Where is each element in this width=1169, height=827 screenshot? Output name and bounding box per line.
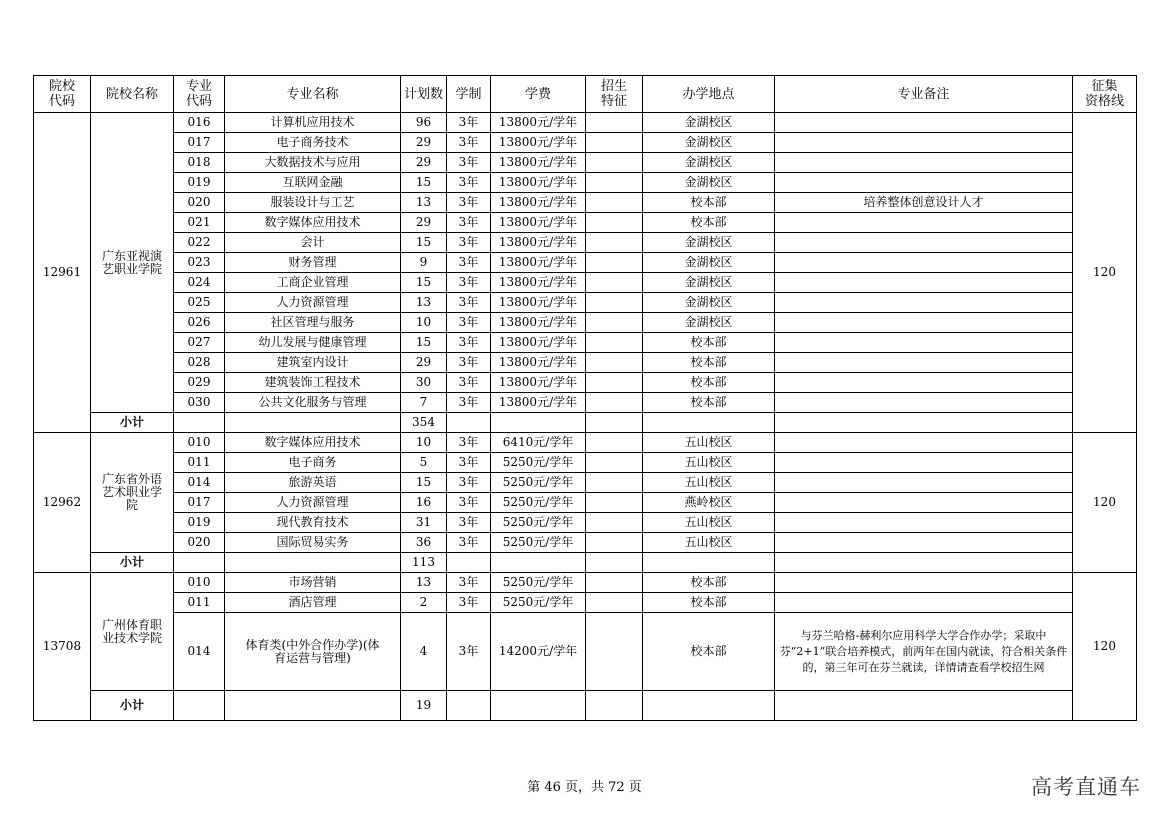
empty-cell [225,691,401,721]
major-code: 017 [174,493,225,513]
major-note [775,173,1073,193]
location: 五山校区 [643,473,775,493]
table-row [34,513,1137,533]
major-note [775,493,1073,513]
header-row [34,76,1137,113]
major-code: 016 [174,113,225,133]
header-text: 院校 [48,79,75,94]
tuition-header [491,76,586,113]
table-row [34,453,1137,473]
duration: 3年 [447,113,491,133]
enroll-feature [586,353,643,373]
header-text: 特征 [600,94,627,109]
major-name: 数字媒体应用技术 [225,433,401,453]
location: 校本部 [643,353,775,373]
subtotal-label: 小计 [91,691,174,721]
enroll-feature [586,213,643,233]
empty-cell [775,691,1073,721]
plan-count: 36 [401,533,447,553]
major-code: 017 [174,133,225,153]
header-text: 办学地点 [682,86,735,102]
header-text: 代码 [185,94,212,109]
duration-header [447,76,491,113]
duration: 3年 [447,373,491,393]
empty-cell [775,413,1073,433]
table-row [34,433,1137,453]
plan-count: 7 [401,393,447,413]
page-footer: 第 46 页，共 72 页 [527,780,642,795]
empty-cell [174,413,225,433]
major-note [775,153,1073,173]
major-code: 010 [174,573,225,593]
empty-cell [775,553,1073,573]
plan-count: 10 [401,313,447,333]
duration: 3年 [447,193,491,213]
location: 金湖校区 [643,153,775,173]
major-code: 011 [174,593,225,613]
header-text: 专业名称 [286,86,339,102]
major-code: 022 [174,233,225,253]
enroll-feature [586,173,643,193]
header-text: 学制 [455,86,482,102]
major-note [775,593,1073,613]
subtotal-row [34,691,1137,721]
school-name [91,573,174,691]
tuition: 13800元/学年 [491,193,586,213]
major-name: 服装设计与工艺 [225,193,401,213]
empty-cell [447,691,491,721]
location: 校本部 [643,593,775,613]
duration: 3年 [447,573,491,593]
enroll-feature [586,133,643,153]
plan-count: 9 [401,253,447,273]
plan-count: 2 [401,593,447,613]
header-text: 专业备注 [897,86,950,102]
school-code: 12961 [34,113,91,433]
enroll-feature [586,273,643,293]
duration: 3年 [447,513,491,533]
enroll-feature-header [586,76,643,113]
major-note [775,513,1073,533]
major-code: 024 [174,273,225,293]
major-note [775,533,1073,553]
tuition: 5250元/学年 [491,473,586,493]
header-text: 资格线 [1084,94,1124,109]
enroll-feature [586,193,643,213]
plan-count: 15 [401,273,447,293]
school-name-header [91,76,174,113]
major-note: 培养整体创意设计人才 [775,193,1073,213]
enroll-feature [586,533,643,553]
location: 校本部 [643,393,775,413]
major-name: 互联网金融 [225,173,401,193]
plan-count: 96 [401,113,447,133]
major-note [775,113,1073,133]
major-name: 财务管理 [225,253,401,273]
location: 校本部 [643,213,775,233]
enroll-feature [586,153,643,173]
header-text: 专业 [185,79,212,94]
tuition: 13800元/学年 [491,113,586,133]
major-name: 幼儿发展与健康管理 [225,333,401,353]
school-name [91,433,174,553]
major-name: 人力资源管理 [225,493,401,513]
empty-cell [586,413,643,433]
school-name-line: 广东亚视演 [101,248,162,263]
empty-cell [225,413,401,433]
table-row [34,473,1137,493]
duration: 3年 [447,133,491,153]
header-text: 学费 [524,86,551,102]
table-row [34,373,1137,393]
plan-count: 31 [401,513,447,533]
table-row [34,333,1137,353]
location: 五山校区 [643,453,775,473]
major-name: 计算机应用技术 [225,113,401,133]
empty-cell [174,553,225,573]
cutoff-line: 120 [1073,113,1137,433]
empty-cell [447,553,491,573]
major-note [775,373,1073,393]
plan-count: 29 [401,213,447,233]
major-note [775,233,1073,253]
duration: 3年 [447,273,491,293]
enroll-feature [586,573,643,593]
empty-cell [586,553,643,573]
plan-count: 13 [401,573,447,593]
plan-count: 16 [401,493,447,513]
school-code: 12962 [34,433,91,573]
tuition: 5250元/学年 [491,513,586,533]
major-note [775,293,1073,313]
enroll-feature [586,253,643,273]
location: 五山校区 [643,513,775,533]
location: 金湖校区 [643,173,775,193]
location: 校本部 [643,373,775,393]
tuition: 13800元/学年 [491,173,586,193]
major-name: 大数据技术与应用 [225,153,401,173]
empty-cell [491,691,586,721]
major-note [775,273,1073,293]
major-name-header [225,76,401,113]
plan-count: 10 [401,433,447,453]
major-name: 建筑装饰工程技术 [225,373,401,393]
school-code: 13708 [34,573,91,721]
duration: 3年 [447,353,491,373]
duration: 3年 [447,533,491,553]
tuition: 13800元/学年 [491,393,586,413]
duration: 3年 [447,293,491,313]
table-body [34,113,1137,721]
plan-count: 15 [401,473,447,493]
table-row [34,213,1137,233]
enroll-feature [586,513,643,533]
major-name: 建筑室内设计 [225,353,401,373]
plan-count-header [401,76,447,113]
duration: 3年 [447,613,491,691]
school-name-line: 艺职业学院 [101,261,162,276]
empty-cell [491,553,586,573]
tuition: 13800元/学年 [491,313,586,333]
header-text: 代码 [48,94,75,109]
school-name-line: 广东省外语 [101,472,162,486]
major-name: 数字媒体应用技术 [225,213,401,233]
major-code: 023 [174,253,225,273]
major-note [775,133,1073,153]
major-code: 026 [174,313,225,333]
duration: 3年 [447,253,491,273]
tuition: 5250元/学年 [491,573,586,593]
plan-count: 15 [401,233,447,253]
major-name: 工商企业管理 [225,273,401,293]
tuition: 13800元/学年 [491,273,586,293]
major-note [775,433,1073,453]
location: 校本部 [643,193,775,213]
enroll-feature [586,433,643,453]
school-name-line: 院 [125,498,138,512]
enroll-feature [586,393,643,413]
enroll-feature [586,313,643,333]
major-code: 020 [174,193,225,213]
major-name-line: 育运营与管理) [274,650,351,665]
empty-cell [586,691,643,721]
major-name: 现代教育技术 [225,513,401,533]
major-note: 与芬兰哈格-赫利尔应用科学大学合作办学；采取中芬“2+1”联合培养模式，前两年在国内就读，符合相关条件的，第三年可在芬兰就读，详情请查看学校招生网 [775,613,1073,691]
table-row [34,493,1137,513]
duration: 3年 [447,593,491,613]
header-text: 招生 [600,79,627,94]
plan-count: 30 [401,373,447,393]
table-row [34,533,1137,553]
duration: 3年 [447,493,491,513]
table-row [34,613,1137,691]
plan-count: 13 [401,293,447,313]
table-row [34,293,1137,313]
major-name: 酒店管理 [225,593,401,613]
tuition: 13800元/学年 [491,293,586,313]
major-name [225,613,401,691]
table-row [34,593,1137,613]
duration: 3年 [447,233,491,253]
table-row [34,153,1137,173]
table-row [34,173,1137,193]
location: 校本部 [643,333,775,353]
major-code: 014 [174,473,225,493]
major-code: 018 [174,153,225,173]
table-row [34,233,1137,253]
major-code: 029 [174,373,225,393]
location: 校本部 [643,573,775,593]
plan-count: 4 [401,613,447,691]
table-row [34,133,1137,153]
plan-count: 29 [401,133,447,153]
location: 金湖校区 [643,233,775,253]
table-row [34,113,1137,133]
duration: 3年 [447,313,491,333]
major-name: 社区管理与服务 [225,313,401,333]
major-note [775,253,1073,273]
location: 金湖校区 [643,273,775,293]
subtotal-label: 小计 [91,413,174,433]
tuition: 5250元/学年 [491,593,586,613]
table-row [34,313,1137,333]
duration: 3年 [447,453,491,473]
major-note [775,573,1073,593]
major-code: 028 [174,353,225,373]
major-note [775,213,1073,233]
school-code-header [34,76,91,113]
tuition: 13800元/学年 [491,153,586,173]
major-name: 会计 [225,233,401,253]
subtotal-row [34,413,1137,433]
major-note [775,333,1073,353]
table-row [34,393,1137,413]
location: 金湖校区 [643,253,775,273]
major-name: 旅游英语 [225,473,401,493]
major-note [775,353,1073,373]
tuition: 13800元/学年 [491,253,586,273]
major-name: 电子商务 [225,453,401,473]
location-header [643,76,775,113]
plan-count: 29 [401,353,447,373]
enroll-feature [586,473,643,493]
table-row [34,353,1137,373]
enroll-feature [586,593,643,613]
location: 金湖校区 [643,293,775,313]
plan-count: 15 [401,333,447,353]
enroll-feature [586,493,643,513]
tuition: 5250元/学年 [491,493,586,513]
header-text: 征集 [1091,79,1118,94]
tuition: 6410元/学年 [491,433,586,453]
empty-cell [174,691,225,721]
empty-cell [491,413,586,433]
major-note [775,473,1073,493]
location: 五山校区 [643,433,775,453]
header-text: 院校名称 [105,86,158,102]
subtotal-label: 小计 [91,553,174,573]
table-row [34,573,1137,593]
location: 金湖校区 [643,313,775,333]
major-note [775,393,1073,413]
tuition: 13800元/学年 [491,233,586,253]
major-code: 025 [174,293,225,313]
tuition: 5250元/学年 [491,533,586,553]
tuition: 13800元/学年 [491,213,586,233]
plan-count: 15 [401,173,447,193]
plan-count: 29 [401,153,447,173]
school-name-line: 广州体育职 [101,617,162,632]
location: 五山校区 [643,533,775,553]
table-row [34,193,1137,213]
duration: 3年 [447,433,491,453]
major-name: 公共文化服务与管理 [225,393,401,413]
major-code: 011 [174,453,225,473]
subtotal-count: 113 [401,553,447,573]
major-code: 019 [174,173,225,193]
watermark-logo: 高考直通车 [1031,775,1141,799]
cutoff-line: 120 [1073,573,1137,721]
plan-count: 13 [401,193,447,213]
major-code: 021 [174,213,225,233]
location: 校本部 [643,613,775,691]
enroll-feature [586,453,643,473]
major-code: 014 [174,613,225,691]
school-name-line: 艺术职业学 [101,485,162,499]
duration: 3年 [447,153,491,173]
major-note [775,453,1073,473]
major-name: 人力资源管理 [225,293,401,313]
subtotal-row [34,553,1137,573]
tuition: 13800元/学年 [491,133,586,153]
tuition: 13800元/学年 [491,333,586,353]
major-code: 030 [174,393,225,413]
tuition: 14200元/学年 [491,613,586,691]
enroll-feature [586,613,643,691]
empty-cell [643,413,775,433]
major-name: 国际贸易实务 [225,533,401,553]
cutoff-line-header [1073,76,1137,113]
major-code: 019 [174,513,225,533]
location: 金湖校区 [643,113,775,133]
major-note-header [775,76,1073,113]
header-text: 计划数 [403,86,443,102]
major-name-line: 体育类(中外合作办学)(体 [245,637,380,652]
duration: 3年 [447,173,491,193]
location: 金湖校区 [643,133,775,153]
subtotal-count: 19 [401,691,447,721]
duration: 3年 [447,473,491,493]
enroll-feature [586,233,643,253]
empty-cell [225,553,401,573]
enroll-feature [586,373,643,393]
cutoff-line: 120 [1073,433,1137,573]
school-name [91,113,174,413]
empty-cell [643,691,775,721]
major-code: 010 [174,433,225,453]
duration: 3年 [447,393,491,413]
major-note [775,313,1073,333]
table-row [34,273,1137,293]
major-code: 020 [174,533,225,553]
duration: 3年 [447,213,491,233]
plan-count: 5 [401,453,447,473]
empty-cell [643,553,775,573]
enroll-feature [586,113,643,133]
school-name-line: 业技术学院 [101,630,162,645]
empty-cell [447,413,491,433]
major-code-header [174,76,225,113]
tuition: 13800元/学年 [491,353,586,373]
enroll-feature [586,293,643,313]
location: 燕岭校区 [643,493,775,513]
tuition: 13800元/学年 [491,373,586,393]
major-name: 电子商务技术 [225,133,401,153]
admission-plan-table [33,75,1137,721]
major-code: 027 [174,333,225,353]
major-name: 市场营销 [225,573,401,593]
tuition: 5250元/学年 [491,453,586,473]
duration: 3年 [447,333,491,353]
subtotal-count: 354 [401,413,447,433]
enroll-feature [586,333,643,353]
table-row [34,253,1137,273]
